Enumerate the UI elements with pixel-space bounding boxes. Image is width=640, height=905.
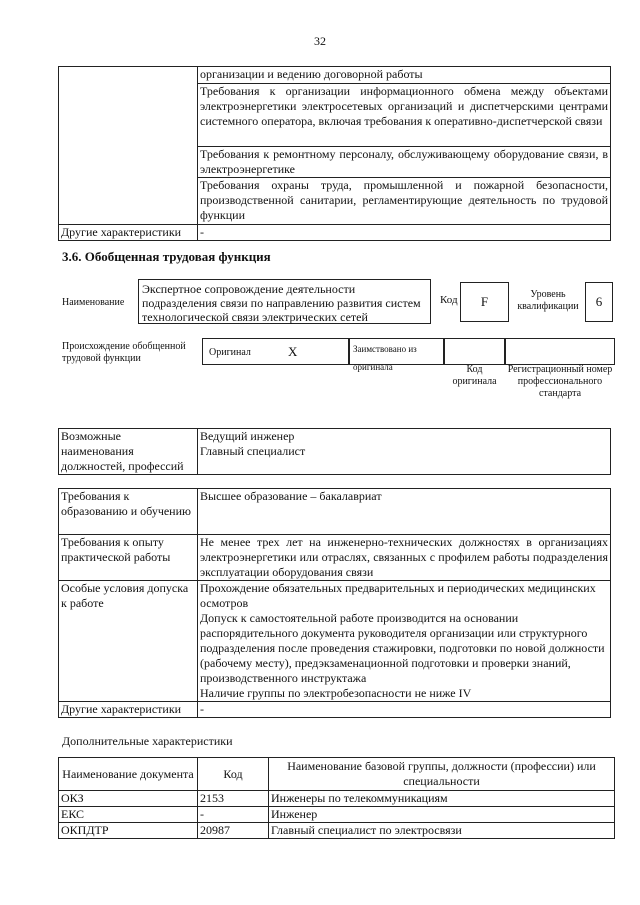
table-row	[59, 67, 611, 84]
function-name: Экспертное сопровождение деятельности подразделения связи по направлению развития систем технологической связи электрических сетей	[142, 282, 421, 324]
name-label: Наименование	[62, 297, 125, 308]
special-values	[198, 581, 611, 702]
header-name: Наименование базовой группы, должности (профессии) или специальности	[269, 758, 615, 791]
special-item: Допуск к самостоятельной работе производится на основании распорядительного документа руководителя организации или структурного подразделения после проведения стажировки, подготовки по новой должности (рабочему месту), предэкзаменационной подготовки и проверки знаний, производственного инструктажа	[200, 611, 605, 685]
positions-table	[58, 428, 611, 475]
table-cell: Главный специалист по электросвязи	[269, 823, 615, 839]
other-value: -	[198, 702, 611, 718]
code-label: Код	[440, 294, 458, 306]
table-row	[59, 807, 615, 823]
education-label: Требования к образованию и обучению	[59, 489, 198, 535]
table-row	[59, 429, 611, 475]
table-cell: ОКЗ	[59, 791, 198, 807]
original-label: Оригинал	[209, 347, 251, 358]
table-row	[59, 791, 615, 807]
origin-label: Происхождение обобщенной трудовой функции	[62, 341, 186, 364]
special-item: Наличие группы по электробезопасности не ниже IV	[200, 686, 472, 700]
table-cell: Требования к организации информационного обмена между объектами электроэнергетики электросетевых организаций и диспетчерскими центрами системного оператора, включая требования к оперативно-диспетчерской связи	[198, 84, 611, 147]
table-cell: ОКПДТР	[59, 823, 198, 839]
borrowed-box	[349, 338, 444, 372]
header-code: Код	[198, 758, 269, 791]
table-row	[59, 489, 611, 535]
table-cell: Требования охраны труда, промышленной и пожарной безопасности, производственной санитарии, регламентирующие деятельность по трудовой функции	[198, 178, 611, 225]
position-item: Главный специалист	[200, 444, 306, 458]
positions-values	[198, 429, 611, 475]
other-value: -	[198, 225, 611, 241]
empty-cell	[59, 67, 198, 225]
requirements-table	[58, 488, 611, 718]
code-original-box	[444, 338, 505, 365]
table-cell: 20987	[198, 823, 269, 839]
borrowed-label: Заимствовано из оригинала	[353, 344, 417, 372]
table-row	[59, 702, 611, 718]
table-row	[59, 823, 615, 839]
reg-number-caption: Регистрационный номер профессионального стандарта	[507, 364, 613, 399]
special-label: Особые условия допуска к работе	[59, 581, 198, 702]
section-title: 3.6. Обобщенная трудовая функция	[62, 249, 271, 264]
positions-label: Возможные наименования должностей, профессий	[59, 429, 198, 475]
header-document: Наименование документа	[59, 758, 198, 791]
table-cell: Инженер	[269, 807, 615, 823]
other-label: Другие характеристики	[59, 702, 198, 718]
table-cell: Требования к ремонтному персоналу, обслуживающему оборудование связи, в электроэнергетике	[198, 147, 611, 178]
table-cell: организации и ведению договорной работы	[198, 67, 611, 84]
table-cell: ЕКС	[59, 807, 198, 823]
special-item: Прохождение обязательных предварительных и периодических медицинских осмотров	[200, 581, 596, 610]
other-label: Другие характеристики	[59, 225, 198, 241]
table-row	[59, 581, 611, 702]
table-cell: 2153	[198, 791, 269, 807]
top-table	[58, 66, 611, 241]
code-box	[460, 282, 509, 322]
code-value: F	[480, 294, 489, 309]
position-item: Ведущий инженер	[200, 429, 295, 443]
original-box	[202, 338, 349, 365]
level-label: Уровень квалификации	[517, 289, 579, 312]
function-name-box	[138, 279, 431, 324]
education-value: Высшее образование – бакалавриат	[198, 489, 611, 535]
experience-label: Требования к опыту практической работы	[59, 535, 198, 581]
table-row	[59, 535, 611, 581]
additional-table	[58, 757, 615, 839]
table-header-row	[59, 758, 615, 791]
original-mark: X	[288, 344, 298, 359]
table-cell: Инженеры по телекоммуникациям	[269, 791, 615, 807]
reg-number-box	[505, 338, 615, 365]
page-number: 32	[314, 34, 326, 48]
level-box	[585, 282, 613, 322]
code-original-caption: Код оригинала	[452, 364, 497, 387]
experience-value: Не менее трех лет на инженерно-технических должностях в организациях электроэнергетики или отраслях, связанных с профилем работы подразделения эксплуатации оборудования связи	[198, 535, 611, 581]
table-cell: -	[198, 807, 269, 823]
table-row	[59, 225, 611, 241]
level-value: 6	[595, 294, 603, 309]
additional-title: Дополнительные характеристики	[62, 734, 233, 748]
